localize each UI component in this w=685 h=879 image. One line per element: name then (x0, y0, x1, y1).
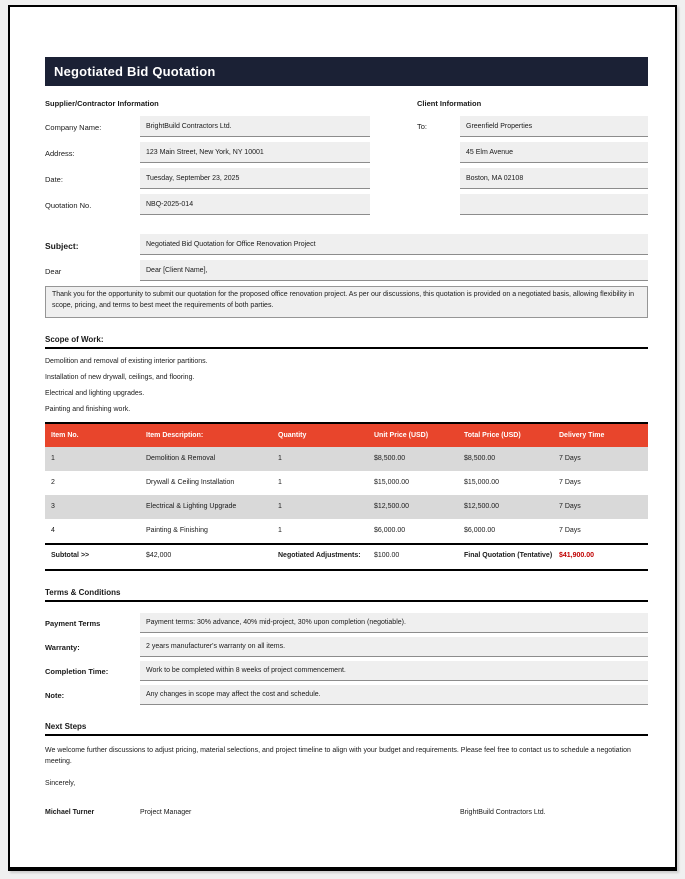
info-section-headers (45, 99, 648, 108)
cell-quantity[interactable]: 1 (278, 503, 282, 511)
quotation-no-label: Quotation No. (45, 201, 92, 210)
quotation-no-field[interactable]: NBQ-2025-014 (140, 194, 370, 215)
cell-item-no[interactable]: 3 (51, 503, 55, 511)
signature-row (45, 809, 648, 816)
final-quotation-label: Final Quotation (Tentative) (464, 552, 553, 560)
date-field[interactable]: Tuesday, September 23, 2025 (140, 168, 370, 189)
note-label: Note: (45, 691, 65, 701)
table-subtotal-row (45, 543, 648, 571)
document-title: Negotiated Bid Quotation (54, 64, 216, 79)
table-row (45, 519, 648, 543)
scope-of-work-title: Scope of Work: (45, 335, 648, 349)
cell-item-no[interactable]: 2 (51, 479, 55, 487)
client-city-field[interactable]: Boston, MA 02108 (460, 168, 648, 189)
quotation-table (45, 422, 648, 571)
completion-time-field[interactable]: Work to be completed within 8 weeks of project commencement. (140, 661, 648, 681)
cell-description[interactable]: Demolition & Removal (146, 455, 216, 463)
to-label: To: (417, 122, 428, 131)
cell-delivery[interactable]: 7 Days (559, 527, 581, 535)
subtotal-value[interactable]: $42,000 (146, 552, 172, 560)
terms-rows (45, 613, 648, 705)
warranty-row (45, 637, 648, 657)
cell-total-price[interactable]: $6,000.00 (464, 527, 496, 535)
scope-item: Electrical and lighting upgrades. (45, 389, 145, 397)
signature-title: Project Manager (140, 809, 192, 817)
date-label: Date: (45, 175, 63, 184)
table-header-row (45, 424, 648, 447)
cell-delivery[interactable]: 7 Days (559, 479, 581, 487)
subject-field[interactable]: Negotiated Bid Quotation for Office Renovation Project (140, 234, 648, 255)
scope-item: Installation of new drywall, ceilings, and flooring. (45, 373, 195, 381)
cell-quantity[interactable]: 1 (278, 479, 282, 487)
header-item-description: Item Description: (146, 431, 204, 439)
salutation-row (45, 260, 648, 281)
header-unit-price: Unit Price (USD) (374, 431, 429, 439)
client-address-field[interactable]: 45 Elm Avenue (460, 142, 648, 163)
completion-time-row (45, 661, 648, 681)
cell-description[interactable]: Drywall & Ceiling Installation (146, 479, 235, 487)
warranty-field[interactable]: 2 years manufacturer's warranty on all items. (140, 637, 648, 657)
table-row (45, 495, 648, 519)
payment-terms-field[interactable]: Payment terms: 30% advance, 40% mid-project, 30% upon completion (negotiable). (140, 613, 648, 633)
negotiated-adjustments-value[interactable]: $100.00 (374, 552, 400, 560)
table-row (45, 447, 648, 471)
quotation-no-row (45, 194, 648, 215)
dear-label: Dear (45, 267, 62, 276)
payment-terms-label: Payment Terms (45, 619, 101, 629)
cell-item-no[interactable]: 4 (51, 527, 55, 535)
scope-of-work-list (45, 358, 648, 413)
subtotal-label: Subtotal >> (51, 552, 90, 560)
address-label: Address: (45, 149, 75, 158)
company-name-field[interactable]: BrightBuild Contractors Ltd. (140, 116, 370, 137)
header-total-price: Total Price (USD) (464, 431, 521, 439)
cell-delivery[interactable]: 7 Days (559, 455, 581, 463)
document-title-bar (45, 57, 648, 86)
company-name-row (45, 116, 648, 137)
client-empty-field[interactable] (460, 194, 648, 215)
note-field[interactable]: Any changes in scope may affect the cost and schedule. (140, 685, 648, 705)
closing-text: Sincerely, (45, 780, 76, 788)
header-quantity: Quantity (278, 431, 307, 439)
subject-row (45, 234, 648, 255)
negotiated-adjustments-label: Negotiated Adjustments: (278, 552, 361, 560)
table-row (45, 471, 648, 495)
header-delivery-time: Delivery Time (559, 431, 605, 439)
company-name-label: Company Name: (45, 123, 102, 132)
scope-item: Demolition and removal of existing interior partitions. (45, 357, 208, 365)
cell-unit-price[interactable]: $8,500.00 (374, 455, 406, 463)
cell-description[interactable]: Painting & Finishing (146, 527, 208, 535)
document-page (8, 5, 677, 871)
cell-total-price[interactable]: $15,000.00 (464, 479, 500, 487)
terms-and-conditions-title: Terms & Conditions (45, 588, 648, 602)
client-section-title: Client Information (417, 99, 482, 108)
cell-quantity[interactable]: 1 (278, 527, 282, 535)
next-steps-paragraph: We welcome further discussions to adjust pricing, material selections, and project timeline to align with your budget and requirements. Please feel free to contact us to schedule a negotiation meeting. (45, 746, 631, 765)
signature-company: BrightBuild Contractors Ltd. (460, 809, 546, 817)
signature-name: Michael Turner (45, 809, 95, 817)
scope-item: Painting and finishing work. (45, 405, 131, 413)
cell-total-price[interactable]: $12,500.00 (464, 503, 500, 511)
address-row (45, 142, 648, 163)
intro-paragraph: Thank you for the opportunity to submit our quotation for the proposed office renovation project. As per our discussions, this quotation is provided on a negotiated basis, allowing flexibility in scope, pricing, and terms to best meet the requirements of both parties. (45, 286, 648, 318)
final-quotation-value[interactable]: $41,900.00 (559, 552, 595, 560)
cell-delivery[interactable]: 7 Days (559, 503, 581, 511)
page-content (45, 7, 648, 816)
address-field[interactable]: 123 Main Street, New York, NY 10001 (140, 142, 370, 163)
client-name-field[interactable]: Greenfield Properties (460, 116, 648, 137)
cell-quantity[interactable]: 1 (278, 455, 282, 463)
cell-item-no[interactable]: 1 (51, 455, 55, 463)
payment-terms-row (45, 613, 648, 633)
salutation-field[interactable]: Dear [Client Name], (140, 260, 648, 281)
cell-total-price[interactable]: $8,500.00 (464, 455, 496, 463)
cell-unit-price[interactable]: $15,000.00 (374, 479, 410, 487)
completion-time-label: Completion Time: (45, 667, 109, 677)
next-steps-title: Next Steps (45, 722, 648, 736)
header-item-no: Item No. (51, 431, 79, 439)
cell-unit-price[interactable]: $6,000.00 (374, 527, 406, 535)
cell-unit-price[interactable]: $12,500.00 (374, 503, 410, 511)
warranty-label: Warranty: (45, 643, 80, 653)
note-row (45, 685, 648, 705)
date-row (45, 168, 648, 189)
subject-label: Subject: (45, 240, 79, 251)
cell-description[interactable]: Electrical & Lighting Upgrade (146, 503, 237, 511)
supplier-section-title: Supplier/Contractor Information (45, 99, 159, 108)
